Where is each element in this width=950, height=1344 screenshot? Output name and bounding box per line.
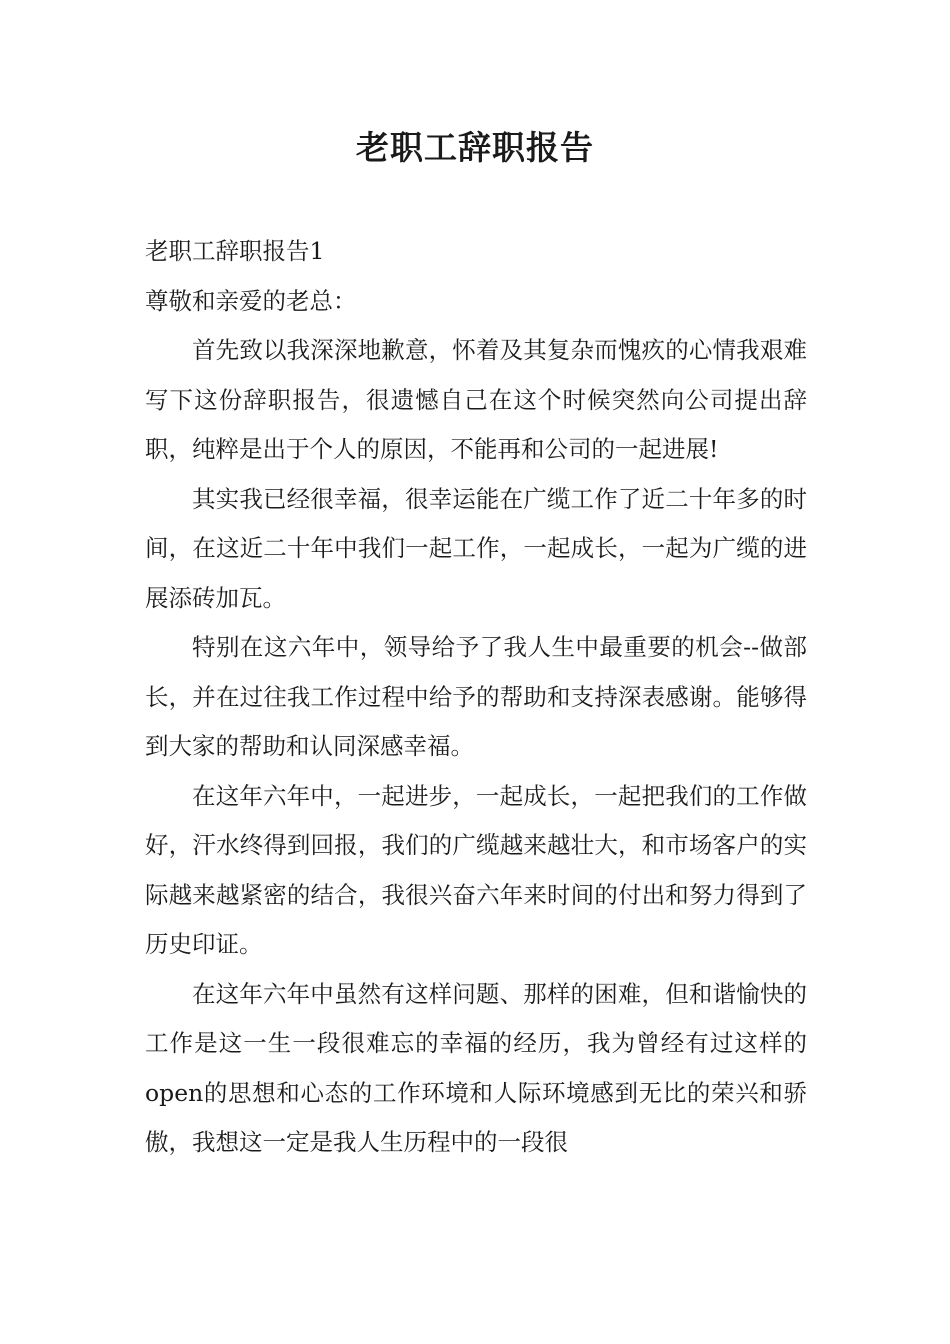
salutation: 尊敬和亲爱的老总： — [145, 286, 357, 315]
document-title: 老职工辞职报告 — [356, 128, 594, 167]
paragraph-5: 在这年六年中虽然有这样问题、那样的困难，但和谐愉快的工作是这一生一段很难忘的幸福的经历，我为曾经有过这样的open的思想和心态的工作环境和人际环境感到无比的荣兴和骄傲，我想这一定是我人生历程中的一段很 — [145, 979, 807, 1156]
paragraph-1: 首先致以我深深地歉意，怀着及其复杂而愧疚的心情我艰难写下这份辞职报告，很遗憾自己在这个时候突然向公司提出辞职，纯粹是出于个人的原因，不能再和公司的一起进展! — [145, 336, 807, 463]
paragraph-4: 在这年六年中，一起进步，一起成长，一起把我们的工作做好，汗水终得到回报，我们的广缆越来越壮大，和市场客户的实际越来越紧密的结合，我很兴奋六年来时间的付出和努力得到了历史印证。 — [145, 781, 807, 958]
report-subtitle: 老职工辞职报告1 — [145, 237, 325, 265]
paragraph-2: 其实我已经很幸福，很幸运能在广缆工作了近二十年多的时间，在这近二十年中我们一起工作，一起成长，一起为广缆的进展添砖加瓦。 — [145, 484, 807, 612]
paragraph-3: 特别在这六年中，领导给予了我人生中最重要的机会--做部长，并在过往我工作过程中给予的帮助和支持深表感谢。能够得到大家的帮助和认同深感幸福。 — [145, 633, 807, 760]
document-body — [145, 227, 807, 1168]
